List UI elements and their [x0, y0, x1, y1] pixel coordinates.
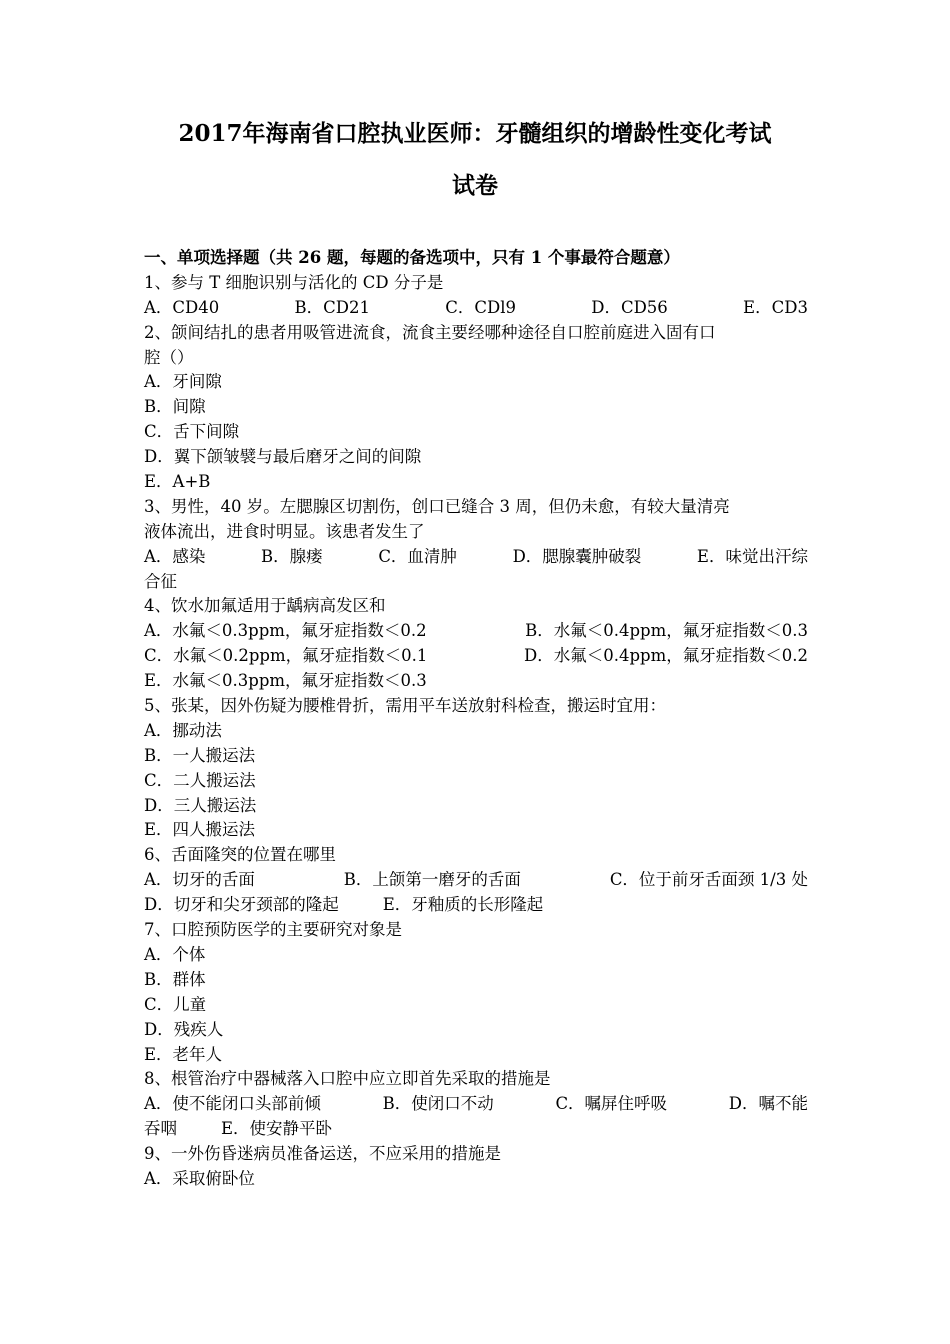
option-row [144, 395, 808, 420]
option-row [144, 545, 808, 570]
answer-option: C．儿童 [144, 994, 207, 1014]
question-stem: 9、一外伤昏迷病员准备运送，不应采用的措施是 [144, 1144, 501, 1164]
answer-option: B．水氟＜0.4ppm，氟牙症指数＜0.3 [525, 621, 808, 641]
answer-option: D．水氟＜0.4ppm，氟牙症指数＜0.2 [524, 646, 808, 666]
answer-option: B．上颌第一磨牙的舌面 [343, 870, 521, 890]
answer-option: A．水氟＜0.3ppm，氟牙症指数＜0.2 [144, 621, 427, 641]
answer-option: A．切牙的舌面 [144, 870, 255, 890]
option-row [144, 1092, 808, 1117]
question-stem: 6、舌面隆突的位置在哪里 [144, 845, 336, 865]
answer-option: B．CD21 [294, 297, 370, 317]
answer-option: A．使不能闭口头部前倾 [144, 1094, 321, 1114]
answer-option: A．CD40 [144, 297, 220, 317]
option-row [144, 445, 808, 470]
option-row [144, 744, 808, 769]
answer-option: E．水氟＜0.3ppm，氟牙症指数＜0.3 [144, 671, 427, 691]
answer-option: E．老年人 [144, 1044, 223, 1064]
answer-option: B．间隙 [144, 397, 206, 417]
option-row [144, 719, 808, 744]
answer-option: C．血清肿 [378, 546, 457, 566]
answer-option: D．残疾人 [144, 1019, 224, 1039]
option-row [144, 769, 808, 794]
option-row [144, 1043, 808, 1068]
answer-option: B．群体 [144, 969, 206, 989]
answer-option: E．味觉出汗综 [696, 546, 808, 566]
answer-option: A．个体 [144, 944, 206, 964]
answer-option: D．嘱不能 [728, 1094, 808, 1114]
question-stem: 7、口腔预防医学的主要研究对象是 [144, 920, 402, 940]
answer-option: D．CD56 [591, 297, 668, 317]
answer-option: C．水氟＜0.2ppm，氟牙症指数＜0.1 [144, 646, 428, 666]
answer-option: C．位于前牙舌面颈 1/3 处 [609, 870, 808, 890]
option-row [144, 893, 808, 918]
option-row [144, 669, 808, 694]
answer-option: B．使闭口不动 [382, 1094, 494, 1114]
answer-option: A．牙间隙 [144, 372, 222, 392]
question-stem: 腔（） [144, 347, 194, 367]
document-title-line-1: 2017年海南省口腔执业医师：牙髓组织的增龄性变化考试 [178, 120, 772, 147]
option-row [144, 619, 808, 644]
section-header: 一、单项选择题（共 26 题，每题的备选项中，只有 1 个事最符合题意） [144, 248, 680, 267]
option-row [144, 296, 808, 321]
answer-option: A．采取俯卧位 [144, 1168, 255, 1188]
answer-option: E．使安静平卧 [221, 1119, 333, 1139]
question-stem: 液体流出，进食时明显。该患者发生了 [144, 521, 425, 541]
answer-option: C．舌下间隙 [144, 422, 240, 442]
answer-option: E．A+B [144, 472, 211, 492]
option-row [144, 794, 808, 819]
option-row [144, 370, 808, 395]
option-row [144, 868, 808, 893]
answer-option: E．四人搬运法 [144, 820, 256, 840]
question-stem: 1、参与 T 细胞识别与活化的 CD 分子是 [144, 272, 444, 292]
answer-option: E．CD3 [743, 297, 808, 317]
question-stem: 5、张某，因外伤疑为腰椎骨折，需用平车送放射科检查，搬运时宜用： [144, 696, 666, 716]
answer-option: A．挪动法 [144, 720, 222, 740]
option-row [144, 570, 808, 595]
option-row [144, 1117, 808, 1142]
answer-option: D．三人搬运法 [144, 795, 257, 815]
option-row [144, 470, 808, 495]
option-row [144, 818, 808, 843]
answer-option: B．一人搬运法 [144, 745, 256, 765]
question-stem: 3、男性，40 岁。左腮腺区切割伤，创口已缝合 3 周，但仍未愈，有较大量清亮 [144, 496, 730, 516]
option-row [144, 644, 808, 669]
answer-option: B．腺瘘 [261, 546, 323, 566]
answer-option: D．翼下颌皱襞与最后磨牙之间的间隙 [144, 447, 422, 467]
answer-option: E．牙釉质的长形隆起 [382, 895, 544, 915]
answer-option: A．感染 [144, 546, 206, 566]
option-row [144, 1167, 808, 1192]
option-row [144, 943, 808, 968]
answer-option: C．二人搬运法 [144, 770, 256, 790]
answer-option: 合征 [144, 571, 177, 591]
answer-option: 吞咽 [144, 1119, 177, 1139]
document-title-line-2: 试卷 [452, 172, 498, 199]
question-stem: 8、根管治疗中器械落入口腔中应立即首先采取的措施是 [144, 1069, 551, 1089]
exam-content [144, 246, 808, 1192]
option-row [144, 420, 808, 445]
option-row [144, 968, 808, 993]
option-row [144, 1018, 808, 1043]
answer-option: D．切牙和尖牙颈部的隆起 [144, 895, 339, 915]
answer-option: D．腮腺囊肿破裂 [512, 546, 642, 566]
question-stem: 2、颌间结扎的患者用吸管进流食，流食主要经哪种途径自口腔前庭进入固有口 [144, 322, 716, 342]
answer-option: C．CDl9 [445, 297, 516, 317]
question-stem: 4、饮水加氟适用于龋病高发区和 [144, 596, 386, 616]
option-row [144, 993, 808, 1018]
answer-option: C．嘱屏住呼吸 [555, 1094, 668, 1114]
